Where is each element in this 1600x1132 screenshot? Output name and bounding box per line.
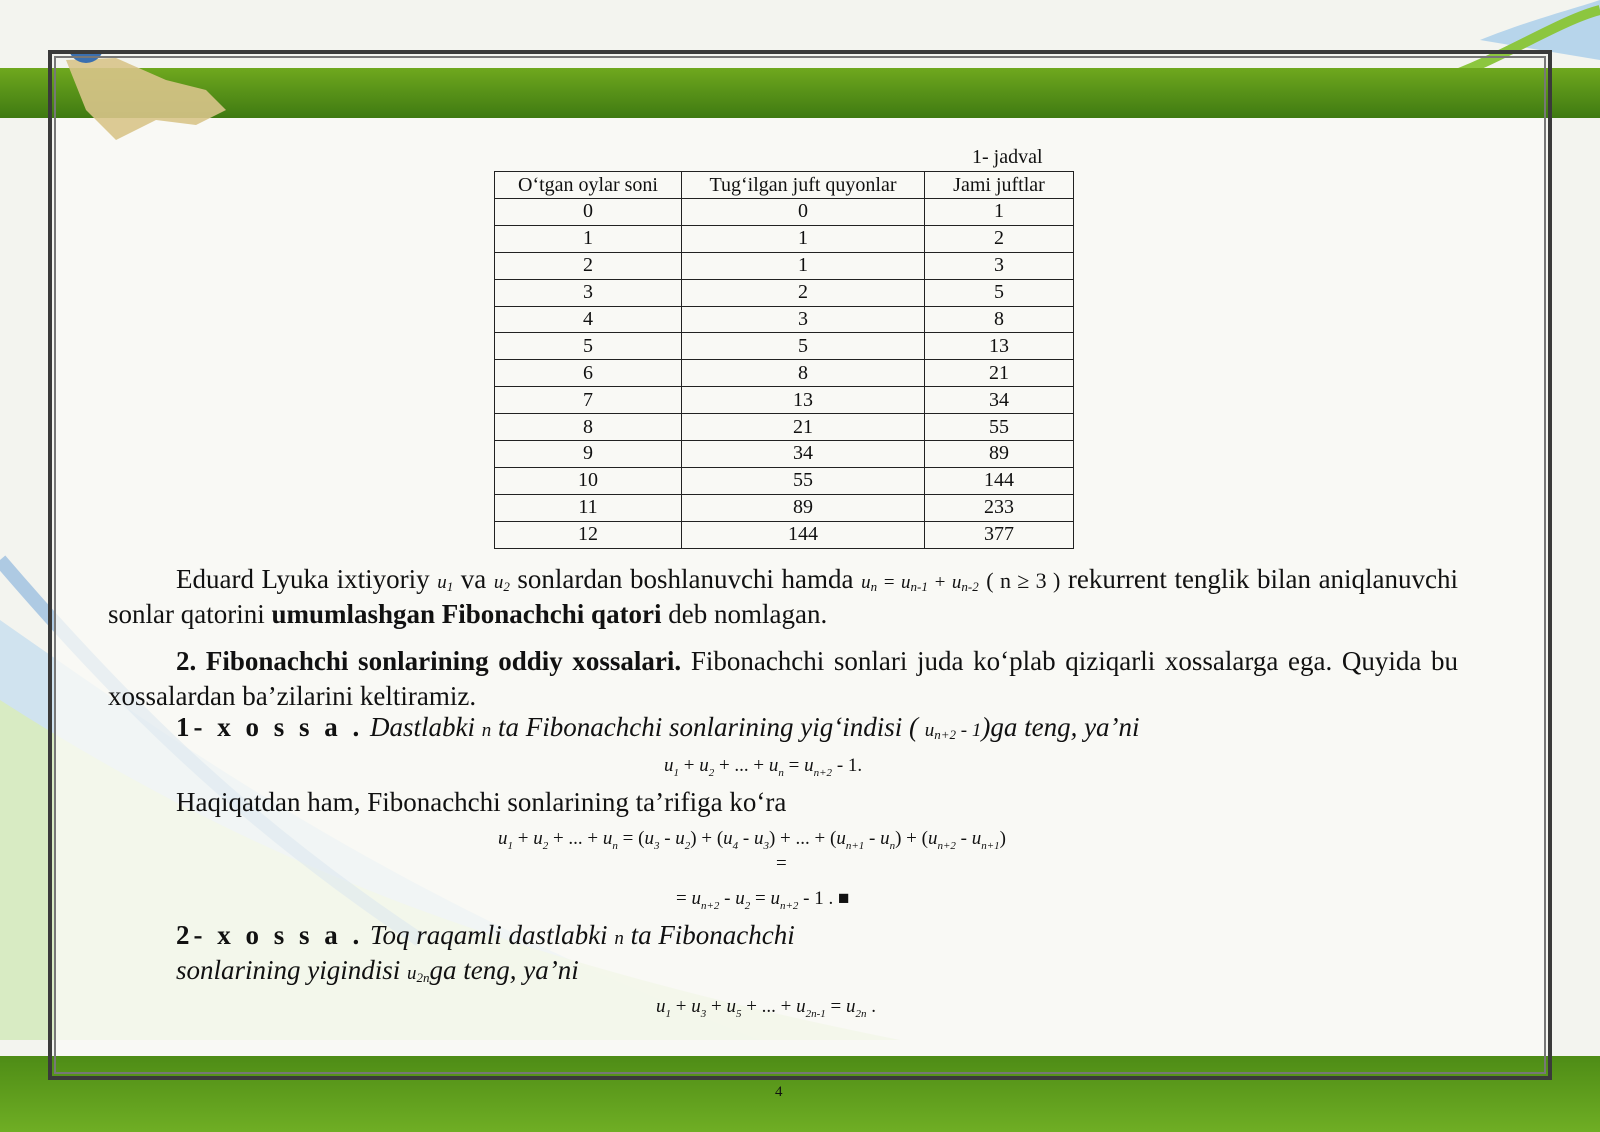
- table-cell: 2: [925, 225, 1074, 252]
- table-cell: 21: [925, 360, 1074, 387]
- table-cell: 377: [925, 521, 1074, 548]
- table-row: [495, 360, 1074, 387]
- table-cell: 1: [925, 199, 1074, 226]
- table-cell: 1: [495, 225, 682, 252]
- table-cell: 55: [925, 414, 1074, 441]
- text: Eduard Lyuka ixtiyoriy: [176, 564, 430, 594]
- table-cell: 11: [495, 494, 682, 521]
- proof-intro: Haqiqatdan ham, Fibonachchi sonlarining ta’rifiga ko‘ra: [176, 787, 787, 817]
- text: deb nomlagan.: [668, 599, 828, 630]
- table-row: [495, 333, 1074, 360]
- table-cell: 0: [682, 199, 925, 226]
- table-cell: 5: [495, 333, 682, 360]
- property-1: 1- x o s s a . Dastlabki n ta Fibonachchi sonlarining yig‘indisi ( $u_{n+2} - 1)ga$ teng, ya’ni: [176, 712, 1140, 742]
- table-row: [495, 521, 1074, 548]
- property-label: 2- x o s s a .: [176, 920, 364, 950]
- table-row: [495, 494, 1074, 521]
- equals-sign: =: [776, 853, 787, 874]
- table-header-row: [495, 172, 1074, 199]
- table-row: [495, 414, 1074, 441]
- table-caption: 1- jadval: [972, 146, 1043, 168]
- table-cell: 1: [682, 225, 925, 252]
- table-row: [495, 252, 1074, 279]
- table-cell: 21: [682, 414, 925, 441]
- table-cell: 6: [495, 360, 682, 387]
- table-cell: 55: [682, 467, 925, 494]
- text: Toq raqamli dastlabki: [370, 920, 608, 950]
- text: va: [460, 564, 487, 594]
- section-heading: 2. Fibonachchi sonlarining oddiy xossalari.: [176, 646, 682, 676]
- text: sonlarining yigindisi: [176, 955, 401, 986]
- equation-1: $u_1 + u_2$ + ... + $u_n = u_{n+2} - 1$.: [664, 755, 863, 779]
- table-cell: 3: [495, 279, 682, 306]
- text: )ga teng, ya’ni: [981, 712, 1140, 742]
- table-cell: 1: [682, 252, 925, 279]
- table-cell: 4: [495, 306, 682, 333]
- table-row: [495, 225, 1074, 252]
- condition: ( n ≥ 3 ): [986, 568, 1061, 593]
- table-row: [495, 279, 1074, 306]
- table-row: [495, 199, 1074, 226]
- text: ta Fibonachchi sonlarining yig‘indisi (: [498, 712, 918, 742]
- table-cell: 5: [925, 279, 1074, 306]
- text: sonlardan boshlanuvchi hamda: [517, 564, 854, 594]
- column-header: O‘tgan oylar soni: [495, 172, 682, 199]
- qed-icon: ■: [837, 888, 850, 909]
- table-cell: 89: [925, 441, 1074, 468]
- bold-term: umumlashgan Fibonachchi qatori: [271, 599, 662, 630]
- fibonacci-table: [494, 171, 1074, 549]
- table-cell: 9: [495, 441, 682, 468]
- text: ga teng, ya’ni: [429, 955, 579, 986]
- table-cell: 34: [925, 387, 1074, 414]
- text: Dastlabki: [370, 712, 476, 742]
- table-row: [495, 441, 1074, 468]
- column-header: Jami juftlar: [925, 172, 1074, 199]
- table-cell: 8: [925, 306, 1074, 333]
- property-label: 1- x o s s a .: [176, 712, 364, 742]
- table-cell: 2: [495, 252, 682, 279]
- table-cell: 233: [925, 494, 1074, 521]
- table-cell: 144: [925, 467, 1074, 494]
- column-header: Tug‘ilgan juft quyonlar: [682, 172, 925, 199]
- page-number: 4: [775, 1084, 783, 1100]
- table-cell: 13: [925, 333, 1074, 360]
- table-row: [495, 306, 1074, 333]
- table-cell: 8: [495, 414, 682, 441]
- table-cell: 13: [682, 387, 925, 414]
- table-cell: 3: [682, 306, 925, 333]
- table-cell: 0: [495, 199, 682, 226]
- table-cell: 7: [495, 387, 682, 414]
- table-row: [495, 467, 1074, 494]
- table-cell: 3: [925, 252, 1074, 279]
- table-cell: 144: [682, 521, 925, 548]
- equation-4: $u_1 + u_3 + u_5$ + ... + $u_{2n-1} = u_{2n}$ .: [656, 996, 877, 1020]
- table-cell: 5: [682, 333, 925, 360]
- equation-2: $u_1 + u_2$ + ... + $u_n = (u_3 - u_2) + (u_4 - u_3)$ + ... + $(u_{n+1} - u_n) + (u_{n+2} - u_{n+1})$: [498, 828, 1006, 852]
- property-2: 2- x o s s a . Toq raqamli dastlabki n ta Fibonachchi sonlarining yigindisi $u_{2n}ga$ teng, ya’ni: [176, 920, 795, 986]
- table-cell: 89: [682, 494, 925, 521]
- paragraph-lyuka: Eduard Lyuka ixtiyoriy $u_1$ va $u_2$ sonlardan boshlanuvchi hamda $u_n = u_{n-1} + u_{n-2}$ ( n ≥ 3 ) rekurrent tenglik bilan aniqlanuvchi sonlar qatorini umumlashgan Fibonachchi qatori deb nomlagan.: [108, 564, 1459, 630]
- table-cell: 8: [682, 360, 925, 387]
- equation-3: = $u_{n+2} - u_2 = u_{n+2} - 1$ . ■: [676, 888, 850, 912]
- text: ta Fibonachchi: [630, 920, 795, 950]
- text: Fibonachchi sonlari juda ko‘plab qiziqarli xossalarga ega. Quyida bu xossalardan ba’zilarini keltiramiz.: [108, 646, 1458, 712]
- table-cell: 2: [682, 279, 925, 306]
- table-row: [495, 387, 1074, 414]
- table-cell: 12: [495, 521, 682, 548]
- paragraph-properties: [108, 644, 1458, 714]
- table-cell: 10: [495, 467, 682, 494]
- text: rekurrent tenglik bilan aniqlanuvchi sonlar qatorini: [108, 564, 1459, 630]
- table-cell: 34: [682, 441, 925, 468]
